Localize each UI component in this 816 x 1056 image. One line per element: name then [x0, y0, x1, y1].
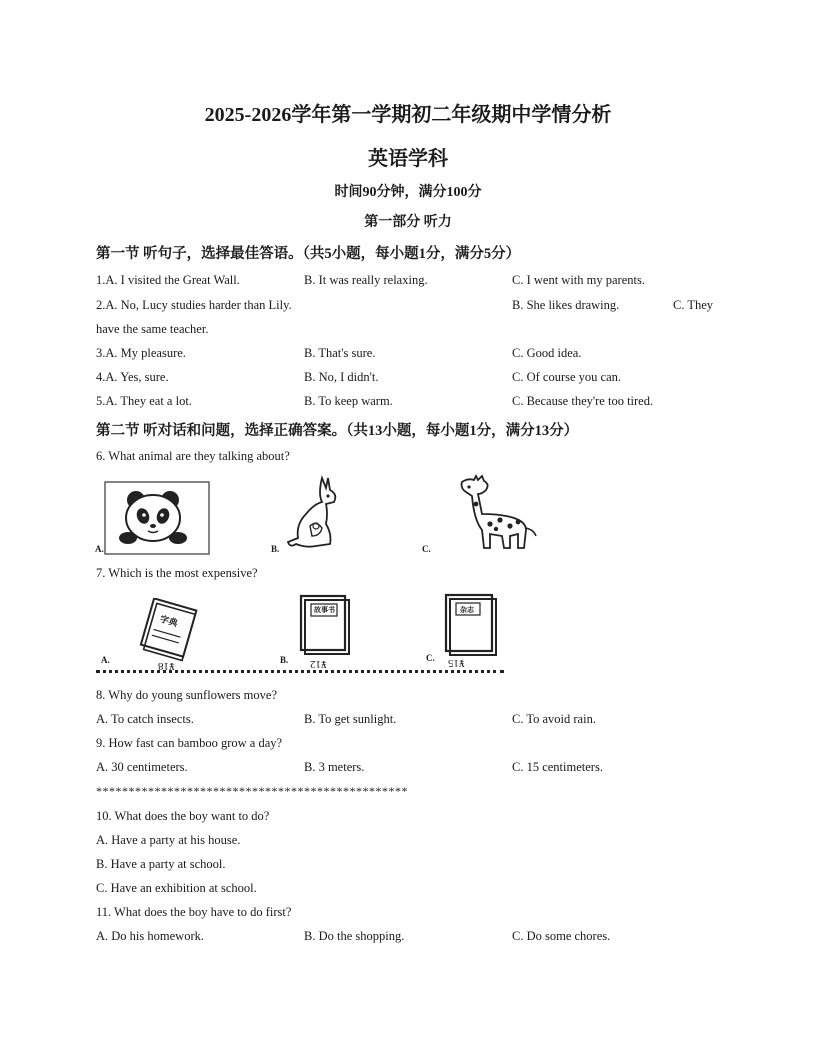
q2-option-b: B. She likes drawing.: [512, 298, 620, 312]
dictionary-label: 字典: [158, 613, 179, 629]
q10-option-a: A. Have a party at his house.: [96, 833, 241, 847]
q6-label-c: C.: [422, 544, 431, 554]
q5-option-a: 5.A. They eat a lot.: [96, 394, 192, 408]
q1-option-c: C. I went with my parents.: [512, 273, 645, 287]
q6-label-a: A.: [95, 544, 104, 554]
q5-option-b: B. To keep warm.: [304, 394, 393, 408]
q8-option-b: B. To get sunlight.: [304, 712, 397, 726]
q9-option-c: C. 15 centimeters.: [512, 760, 603, 774]
q2-option-a: 2.A. No, Lucy studies harder than Lily.: [96, 298, 292, 312]
star-separator: ************************************************: [96, 784, 408, 798]
q7-question: 7. Which is the most expensive?: [96, 566, 258, 580]
panda-picture: [104, 480, 210, 556]
q3-option-a: 3.A. My pleasure.: [96, 346, 186, 360]
storybook-picture: [297, 592, 355, 656]
magazine-label: 杂志: [460, 606, 474, 614]
q2-option-c: C. They: [673, 298, 714, 312]
q10-option-c: C. Have an exhibition at school.: [96, 881, 257, 895]
subject-title: 英语学科: [368, 148, 448, 170]
q8-option-a: A. To catch insects.: [96, 712, 194, 726]
q11-option-b: B. Do the shopping.: [304, 929, 405, 943]
time-info: 时间90分钟，满分100分: [334, 185, 482, 200]
q9-option-a: A. 30 centimeters.: [96, 760, 188, 774]
q4-option-b: B. No, I didn't.: [304, 370, 379, 384]
q3-option-c: C. Good idea.: [512, 346, 582, 360]
storybook-label: 故事书: [314, 606, 335, 614]
kangaroo-picture: [286, 474, 346, 552]
q10-option-b: B. Have a party at school.: [96, 857, 226, 871]
q2-option-c-continued: have the same teacher.: [96, 322, 209, 336]
q5-option-c: C. Because they're too tired.: [512, 394, 654, 408]
part-title: 第一部分 听力: [364, 215, 452, 230]
magazine-picture: [442, 591, 502, 657]
q3-option-b: B. That's sure.: [304, 346, 376, 360]
q6-label-b: B.: [271, 544, 280, 554]
q7-label-c: C.: [426, 653, 435, 663]
q11-question: 11. What does the boy have to do first?: [96, 905, 292, 919]
dotted-divider: [96, 670, 504, 673]
magazine-price: ¥15: [448, 657, 465, 669]
q1-option-b: B. It was really relaxing.: [304, 273, 428, 287]
q7-label-a: A.: [101, 655, 110, 665]
section2-heading: 第二节 听对话和问题，选择正确答案。（共13小题，每小题1分，满分13分）: [96, 423, 579, 439]
q4-option-c: C. Of course you can.: [512, 370, 621, 384]
q6-question: 6. What animal are they talking about?: [96, 449, 290, 463]
q9-option-b: B. 3 meters.: [304, 760, 365, 774]
storybook-price: ¥12: [310, 658, 327, 670]
dictionary-price: ¥18: [158, 660, 175, 672]
q11-option-a: A. Do his homework.: [96, 929, 204, 943]
q4-option-a: 4.A. Yes, sure.: [96, 370, 169, 384]
q7-label-b: B.: [280, 655, 289, 665]
q10-question: 10. What does the boy want to do?: [96, 809, 270, 823]
dictionary-picture: [138, 598, 202, 662]
q1-option-a: 1.A. I visited the Great Wall.: [96, 273, 240, 287]
giraffe-picture: [452, 474, 542, 552]
q9-question: 9. How fast can bamboo grow a day?: [96, 736, 283, 750]
section1-heading: 第一节 听句子，选择最佳答语。（共5小题，每小题1分，满分5分）: [96, 246, 521, 262]
q8-question: 8. Why do young sunflowers move?: [96, 688, 277, 702]
q8-option-c: C. To avoid rain.: [512, 712, 596, 726]
exam-title: 2025-2026学年第一学期初二年级期中学情分析: [204, 104, 612, 126]
q11-option-c: C. Do some chores.: [512, 929, 611, 943]
